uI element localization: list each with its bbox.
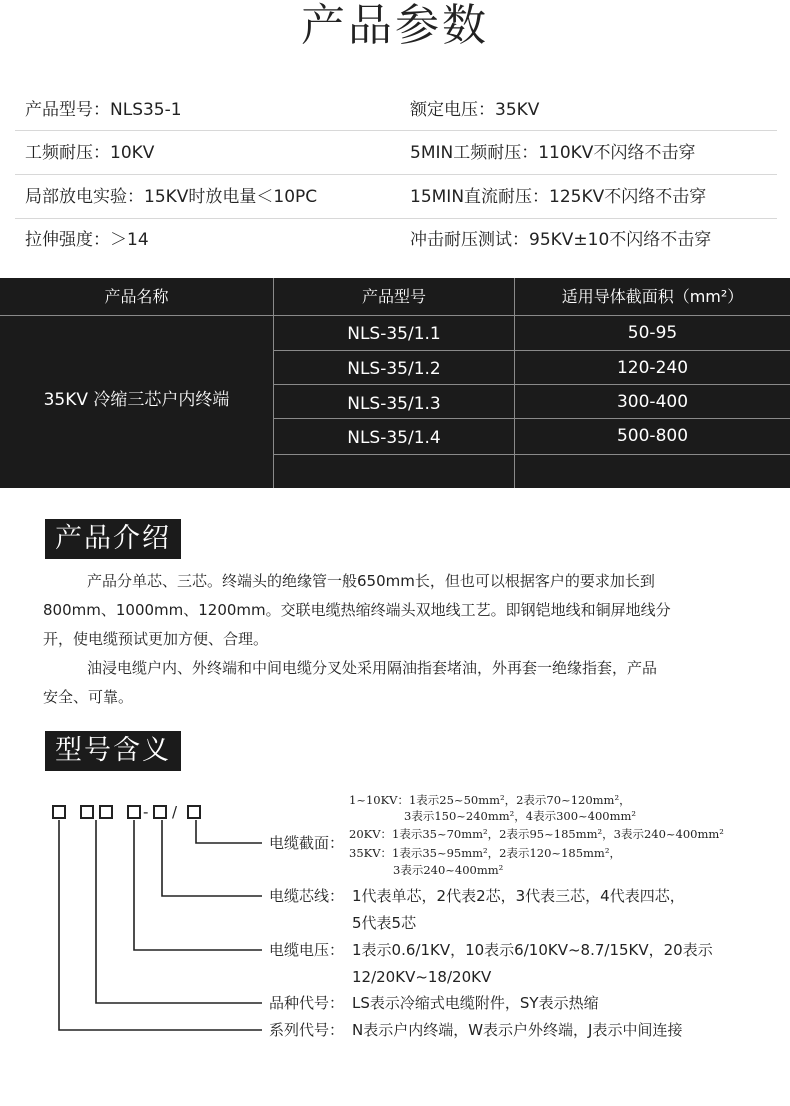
spec-right: 15MIN直流耐压：125KV不闪络不击穿 <box>410 187 707 207</box>
model-separator: - <box>143 803 149 821</box>
model-code-box <box>127 805 141 819</box>
cores-text: 1代表单芯，2代表2芯，3代表三芯，4代表四芯， <box>352 887 685 905</box>
variety-label: 品种代号： <box>269 994 345 1012</box>
table-cell-area: 120-240 <box>616 358 689 378</box>
header-product-name: 产品名称 <box>104 287 169 306</box>
spec-right: 5MIN工频耐压：110KV不闪络不击穿 <box>410 143 696 163</box>
cores-label: 电缆芯线： <box>269 887 345 905</box>
product-name-cell: 35KV 冷缩三芯户内终端 <box>43 390 230 410</box>
model-code-box <box>153 805 167 819</box>
table-cell-area: 300-400 <box>616 392 689 412</box>
spec-right: 冲击耐压测试：95KV±10不闪络不击穿 <box>410 230 712 250</box>
header-product-model: 产品型号 <box>361 287 426 306</box>
table-cell-model: NLS-35/1.1 <box>347 324 441 344</box>
page-title: 产品参数 <box>301 0 489 51</box>
intro-heading: 产品介绍 <box>45 519 181 559</box>
spec-left: 拉伸强度：＞14 <box>25 230 149 250</box>
voltage-text: 12/20KV~18/20KV <box>352 968 492 986</box>
cores-text: 5代表5芯 <box>352 914 417 932</box>
intro-text-line: 产品分单芯、三芯。终端头的绝缘管一般650mm长，但也可以根据客户的要求加长到 <box>87 572 655 590</box>
cross-section-text: 20KV：1表示35~70mm²，2表示95~185mm²，3表示240~400mm² <box>349 827 724 841</box>
spec-left: 局部放电实验：15KV时放电量＜10PC <box>25 187 318 207</box>
table-cell-area: 50-95 <box>627 323 678 343</box>
table-cell-model: NLS-35/1.4 <box>347 428 441 448</box>
voltage-text: 1表示0.6/1KV，10表示6/10KV~8.7/15KV，20表示 <box>352 941 713 959</box>
series-text: N表示户内终端，W表示户外终端，J表示中间连接 <box>352 1021 683 1039</box>
table-cell-area: 500-800 <box>616 426 689 446</box>
cross-section-text: 35KV：1表示35~95mm²，2表示120~185mm²， <box>349 846 621 860</box>
cross-section-label: 电缆截面： <box>269 834 345 852</box>
variety-text: LS表示冷缩式电缆附件，SY表示热缩 <box>352 994 599 1012</box>
model-separator: / <box>172 803 178 821</box>
table-cell-model: NLS-35/1.3 <box>347 394 441 414</box>
intro-text-line: 800mm、1000mm、1200mm。交联电缆热缩终端头双地线工艺。即钢铠地线和铜屏地线分 <box>43 601 671 619</box>
series-label: 系列代号： <box>269 1021 345 1039</box>
model-code-box <box>187 805 201 819</box>
spec-left: 工频耐压：10KV <box>25 143 155 163</box>
intro-text-line: 开，使电缆预试更加方便、合理。 <box>43 630 269 648</box>
intro-text-line: 安全、可靠。 <box>43 688 134 706</box>
model-code-box <box>80 805 94 819</box>
intro-text-line: 油浸电缆户内、外终端和中间电缆分叉处采用隔油指套堵油，外再套一绝缘指套，产品 <box>87 659 658 677</box>
header-cross-section: 适用导体截面积（mm²） <box>561 287 744 306</box>
model-heading: 型号含义 <box>45 731 181 771</box>
table-cell-model: NLS-35/1.2 <box>347 359 441 379</box>
spec-right: 额定电压：35KV <box>410 100 540 120</box>
spec-left: 产品型号：NLS35-1 <box>25 100 182 120</box>
cross-section-text: 1~10KV：1表示25~50mm²，2表示70~120mm²， <box>349 793 631 807</box>
model-code-box <box>99 805 113 819</box>
cross-section-text: 3表示240~400mm² <box>393 863 504 877</box>
model-code-box <box>52 805 66 819</box>
voltage-label: 电缆电压： <box>269 941 345 959</box>
cross-section-text: 3表示150~240mm²，4表示300~400mm² <box>404 809 637 823</box>
